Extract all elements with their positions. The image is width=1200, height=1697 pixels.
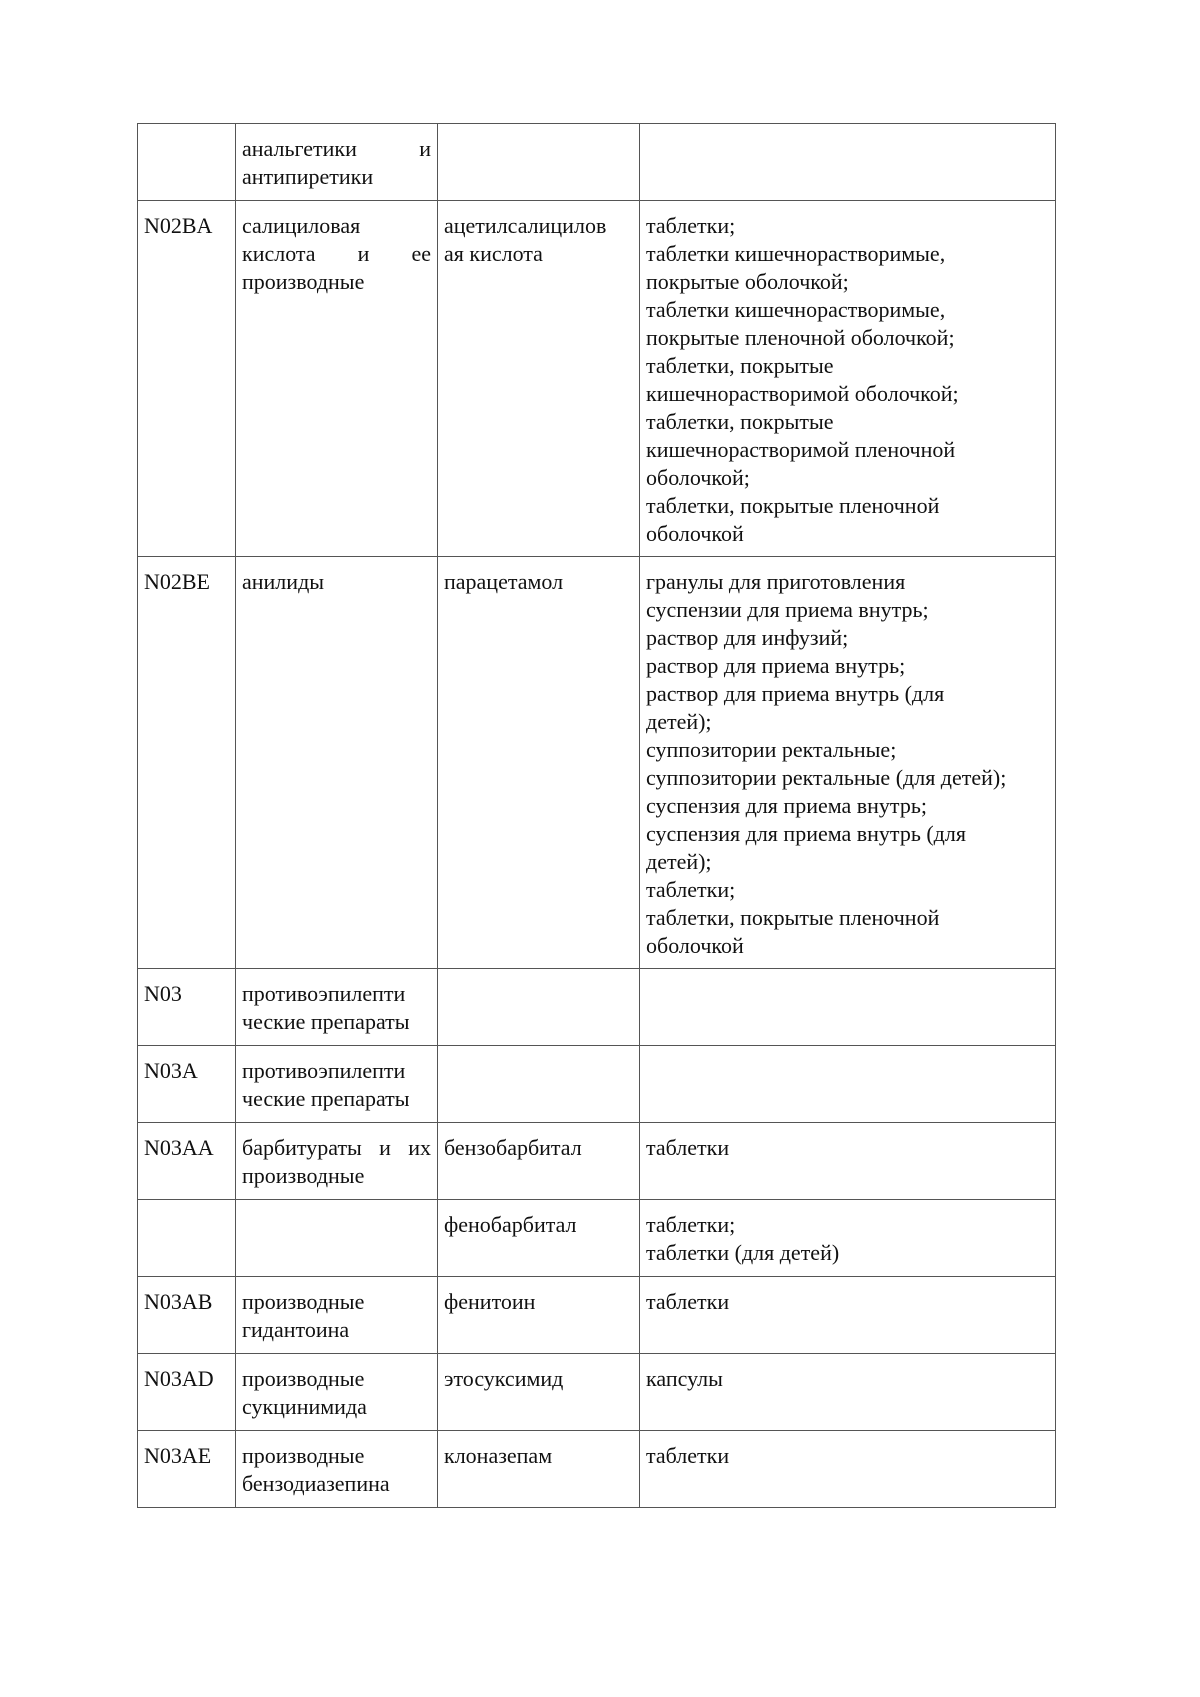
atc-code: N03AB xyxy=(144,1289,213,1314)
dosage-form-line: капсулы xyxy=(646,1366,723,1391)
table-body xyxy=(138,124,1056,1508)
dosage-form-line: суспензия для приема внутрь; xyxy=(646,793,927,818)
group-text-line: анальгетики и xyxy=(242,136,431,161)
table-row xyxy=(138,1123,1056,1200)
group-text-line: антипиретики xyxy=(242,164,374,189)
table-row xyxy=(138,1431,1056,1508)
atc-code-cell xyxy=(138,1046,236,1123)
dosage-forms-cell xyxy=(640,1431,1056,1508)
dosage-form-line: таблетки кишечнорастворимые, xyxy=(646,297,946,322)
group-text-line: ческие препараты xyxy=(242,1086,410,1111)
dosage-form-line: оболочкой xyxy=(646,933,744,958)
dosage-form-line: таблетки; xyxy=(646,213,736,238)
dosage-form-line: таблетки (для детей) xyxy=(646,1240,840,1265)
drug-name-line: бензобарбитал xyxy=(444,1135,582,1160)
drug-name-cell xyxy=(438,1046,640,1123)
drug-name-cell xyxy=(438,969,640,1046)
group-text-line: ческие препараты xyxy=(242,1009,410,1034)
anatomical-therapeutic-group-cell xyxy=(236,1354,438,1431)
drug-name-cell xyxy=(438,1200,640,1277)
dosage-form-line: кишечнорастворимой оболочкой; xyxy=(646,381,959,406)
group-text-line: производные xyxy=(242,269,365,294)
dosage-form-line: суспензия для приема внутрь (для xyxy=(646,821,966,846)
atc-code: N03A xyxy=(144,1058,198,1083)
dosage-form-line: таблетки кишечнорастворимые, xyxy=(646,241,946,266)
drug-name-line: клоназепам xyxy=(444,1443,553,1468)
drug-name-cell xyxy=(438,1431,640,1508)
table-row xyxy=(138,1200,1056,1277)
atc-code: N03AA xyxy=(144,1135,214,1160)
dosage-forms-cell xyxy=(640,557,1056,969)
atc-code-cell xyxy=(138,557,236,969)
group-text-line: гидантоина xyxy=(242,1317,350,1342)
dosage-form-line: оболочкой; xyxy=(646,465,750,490)
drug-name-cell xyxy=(438,201,640,557)
group-text-line: производные xyxy=(242,1443,365,1468)
anatomical-therapeutic-group-cell xyxy=(236,124,438,201)
dosage-form-line: раствор для приема внутрь (для xyxy=(646,681,945,706)
group-text-line: производные xyxy=(242,1289,365,1314)
anatomical-therapeutic-group-cell xyxy=(236,1277,438,1354)
atc-code-cell xyxy=(138,124,236,201)
dosage-form-line: покрытые пленочной оболочкой; xyxy=(646,325,955,350)
drug-name-line: парацетамол xyxy=(444,569,564,594)
dosage-form-line: таблетки, покрытые xyxy=(646,409,834,434)
dosage-forms-cell xyxy=(640,1046,1056,1123)
drug-name-cell xyxy=(438,124,640,201)
group-text-line: противоэпилепти xyxy=(242,981,406,1006)
dosage-form-line: таблетки xyxy=(646,1289,730,1314)
atc-code-cell xyxy=(138,1200,236,1277)
dosage-form-line: таблетки; xyxy=(646,1212,736,1237)
group-text-line: анилиды xyxy=(242,569,325,594)
drug-name-cell xyxy=(438,1123,640,1200)
dosage-form-line: таблетки, покрытые пленочной xyxy=(646,493,940,518)
dosage-form-line: таблетки, покрытые пленочной xyxy=(646,905,940,930)
atc-code: N02BA xyxy=(144,213,213,238)
table-row xyxy=(138,557,1056,969)
atc-code-cell xyxy=(138,969,236,1046)
dosage-forms-cell xyxy=(640,201,1056,557)
dosage-forms-cell xyxy=(640,969,1056,1046)
dosage-form-line: раствор для приема внутрь; xyxy=(646,653,906,678)
dosage-form-line: покрытые оболочкой; xyxy=(646,269,849,294)
dosage-forms-cell xyxy=(640,1354,1056,1431)
group-text-line: сукцинимида xyxy=(242,1394,367,1419)
dosage-form-line: суппозитории ректальные (для детей); xyxy=(646,765,1007,790)
dosage-form-line: оболочкой xyxy=(646,521,744,546)
drug-name-line: фенобарбитал xyxy=(444,1212,577,1237)
document-page xyxy=(137,123,1055,1508)
dosage-form-line: суппозитории ректальные; xyxy=(646,737,897,762)
dosage-forms-cell xyxy=(640,124,1056,201)
dosage-form-line: таблетки xyxy=(646,1135,730,1160)
anatomical-therapeutic-group-cell xyxy=(236,1200,438,1277)
drug-name-cell xyxy=(438,1277,640,1354)
atc-code-cell xyxy=(138,201,236,557)
atc-code-cell xyxy=(138,1431,236,1508)
anatomical-therapeutic-group-cell xyxy=(236,1123,438,1200)
dosage-form-line: раствор для инфузий; xyxy=(646,625,849,650)
anatomical-therapeutic-group-cell xyxy=(236,1046,438,1123)
dosage-forms-cell xyxy=(640,1277,1056,1354)
atc-code: N03AD xyxy=(144,1366,214,1391)
drug-name-cell xyxy=(438,1354,640,1431)
dosage-form-line: детей); xyxy=(646,709,712,734)
dosage-form-line: таблетки; xyxy=(646,877,736,902)
dosage-form-line: детей); xyxy=(646,849,712,874)
dosage-forms-cell xyxy=(640,1123,1056,1200)
anatomical-therapeutic-group-cell xyxy=(236,201,438,557)
atc-code-cell xyxy=(138,1354,236,1431)
drug-name-line: ая кислота xyxy=(444,241,543,266)
table-row xyxy=(138,969,1056,1046)
group-text-line: кислота и ее xyxy=(242,241,431,266)
drug-name-line: фенитоин xyxy=(444,1289,536,1314)
atc-code-cell xyxy=(138,1277,236,1354)
anatomical-therapeutic-group-cell xyxy=(236,557,438,969)
group-text-line: производные xyxy=(242,1163,365,1188)
table-row xyxy=(138,1354,1056,1431)
table-row xyxy=(138,201,1056,557)
group-text-line: бензодиазепина xyxy=(242,1471,390,1496)
dosage-form-line: кишечнорастворимой пленочной xyxy=(646,437,956,462)
dosage-forms-cell xyxy=(640,1200,1056,1277)
drug-name-line: ацетилсалицилов xyxy=(444,213,607,238)
table-row xyxy=(138,1277,1056,1354)
atc-code-cell xyxy=(138,1123,236,1200)
atc-code: N03 xyxy=(144,981,182,1006)
group-text-line: салициловая xyxy=(242,213,361,238)
dosage-form-line: гранулы для приготовления xyxy=(646,569,906,594)
anatomical-therapeutic-group-cell xyxy=(236,1431,438,1508)
atc-code: N03AE xyxy=(144,1443,212,1468)
drug-name-cell xyxy=(438,557,640,969)
table-row xyxy=(138,1046,1056,1123)
group-text-line: барбитураты и их xyxy=(242,1135,431,1160)
group-text-line: противоэпилепти xyxy=(242,1058,406,1083)
dosage-form-line: таблетки xyxy=(646,1443,730,1468)
table-row xyxy=(138,124,1056,201)
drug-name-line: этосуксимид xyxy=(444,1366,564,1391)
drug-classification-table xyxy=(137,123,1056,1508)
dosage-form-line: суспензии для приема внутрь; xyxy=(646,597,929,622)
anatomical-therapeutic-group-cell xyxy=(236,969,438,1046)
atc-code: N02BE xyxy=(144,569,210,594)
dosage-form-line: таблетки, покрытые xyxy=(646,353,834,378)
group-text-line: производные xyxy=(242,1366,365,1391)
